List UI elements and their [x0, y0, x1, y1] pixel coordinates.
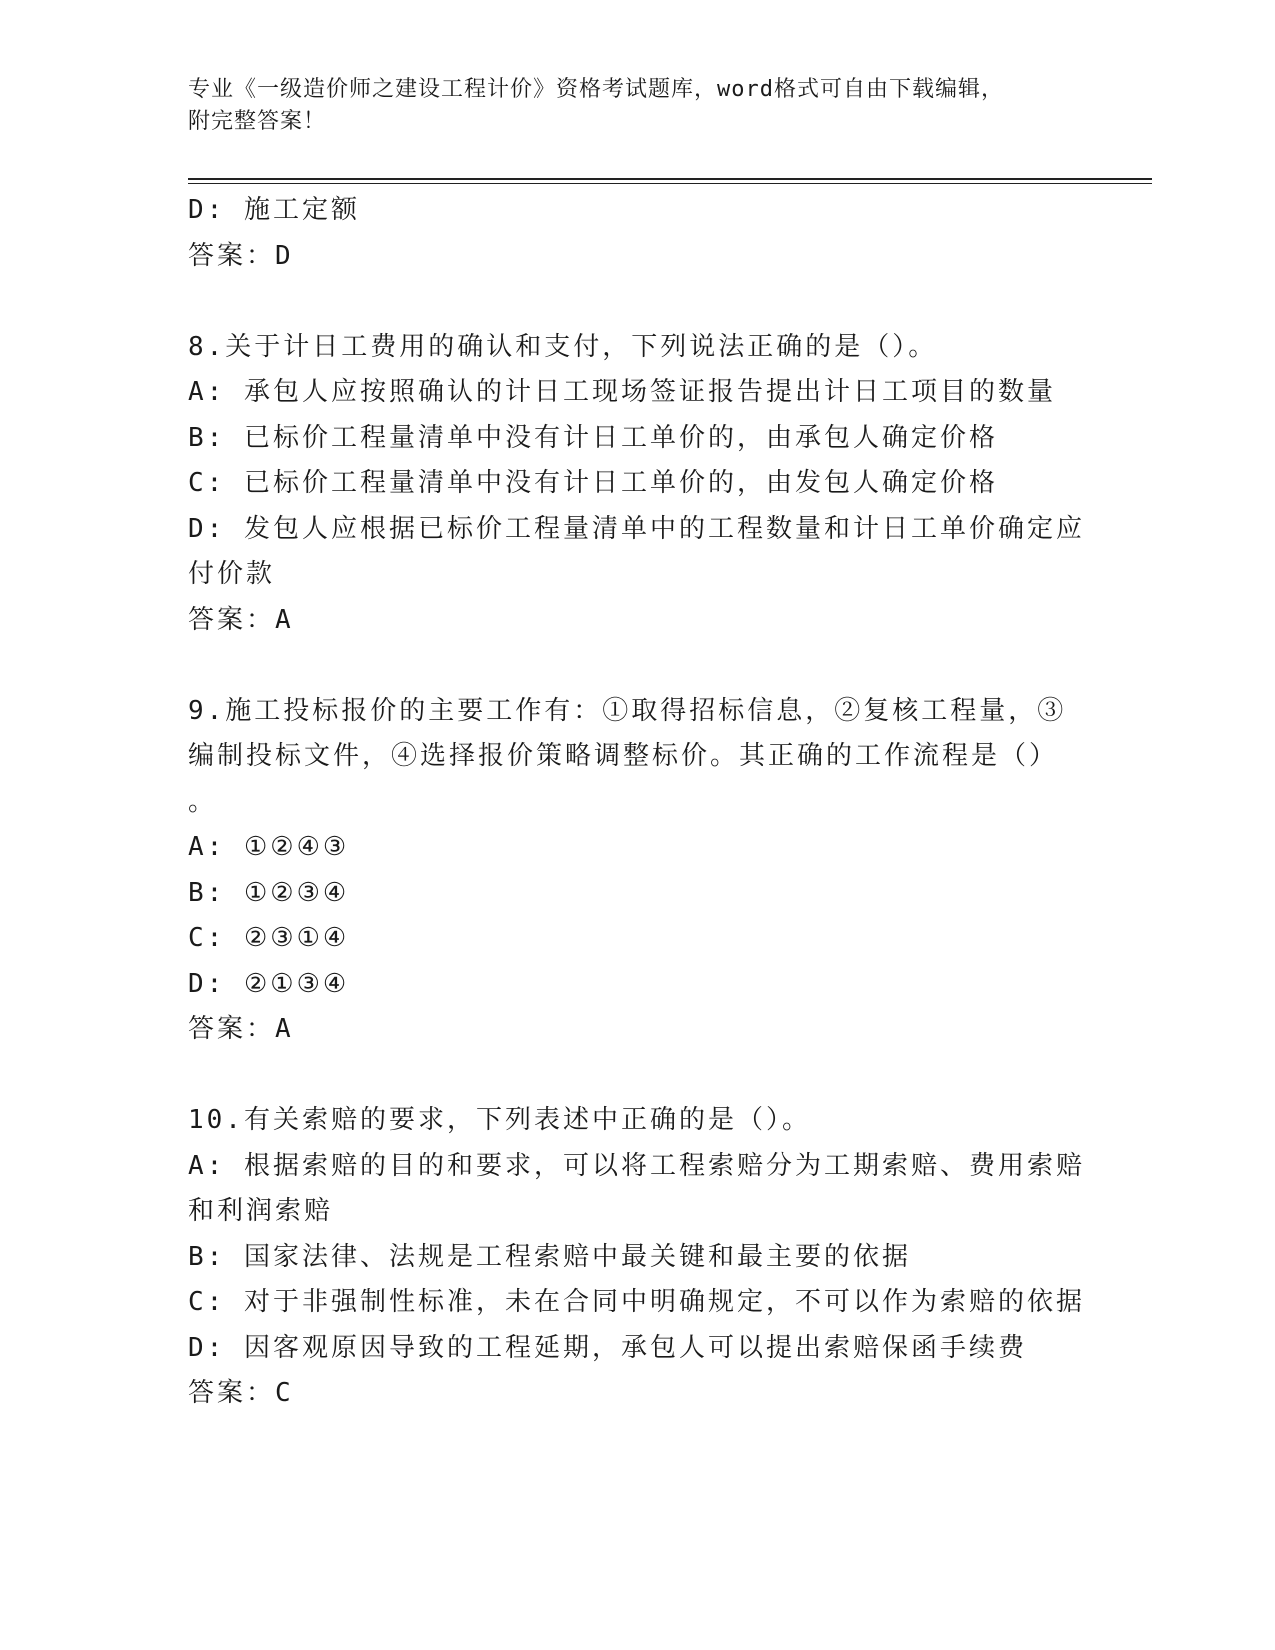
question-10 [188, 1098, 1088, 1417]
option-b: B: 国家法律、法规是工程索赔中最关键和最主要的依据 [188, 1241, 911, 1272]
question-7-tail [188, 188, 1088, 279]
option-c: C: 已标价工程量清单中没有计日工单价的，由发包人确定价格 [188, 468, 998, 498]
header-line-1: 专业《一级造价师之建设工程计价》资格考试题库，word格式可自由下载编辑， [188, 77, 1004, 102]
option-a-continued: 和利润索赔 [188, 1196, 334, 1226]
answer: 答案：A [188, 604, 294, 635]
option-c: C: ②③①④ [188, 923, 350, 953]
question-8 [188, 325, 1088, 644]
option-a: A: ①②④③ [188, 832, 350, 862]
option-d: D: 施工定额 [188, 195, 360, 225]
header-line-2: 附完整答案！ [188, 109, 327, 134]
option-a: A: 根据索赔的目的和要求，可以将工程索赔分为工期索赔、费用索赔 [188, 1150, 1085, 1181]
question-stem: 9.施工投标报价的主要工作有：①取得招标信息，②复核工程量，③ [188, 695, 1067, 726]
question-9 [188, 689, 1088, 1053]
question-stem: 8.关于计日工费用的确认和支付，下列说法正确的是（）。 [188, 331, 938, 362]
question-stem-continued: 编制投标文件，④选择报价策略调整标价。其正确的工作流程是（） [188, 741, 1059, 771]
answer: 答案：C [188, 1378, 294, 1408]
answer: 答案：A [188, 1014, 294, 1044]
question-stem: 10.有关索赔的要求，下列表述中正确的是（）。 [188, 1105, 811, 1135]
header-divider-thick [188, 178, 1152, 180]
question-list [188, 188, 1088, 1417]
option-d-continued: 付价款 [188, 559, 276, 589]
spacer [188, 1053, 1088, 1099]
spacer [188, 279, 1088, 325]
page-header [188, 74, 1068, 138]
header-divider-thin [188, 183, 1152, 184]
option-d: D: 发包人应根据已标价工程量清单中的工程数量和计日工单价确定应 [188, 513, 1085, 544]
option-d: D: 因客观原因导致的工程延期，承包人可以提出索赔保函手续费 [188, 1332, 1027, 1363]
spacer [188, 643, 1088, 689]
answer: 答案：D [188, 240, 294, 271]
question-stem-end: 。 [188, 786, 218, 817]
option-c: C: 对于非强制性标准，未在合同中明确规定，不可以作为索赔的依据 [188, 1287, 1085, 1317]
option-b: B: ①②③④ [188, 877, 350, 908]
option-a: A: 承包人应按照确认的计日工现场签证报告提出计日工项目的数量 [188, 377, 1056, 407]
option-d: D: ②①③④ [188, 968, 350, 999]
option-b: B: 已标价工程量清单中没有计日工单价的，由承包人确定价格 [188, 422, 998, 453]
